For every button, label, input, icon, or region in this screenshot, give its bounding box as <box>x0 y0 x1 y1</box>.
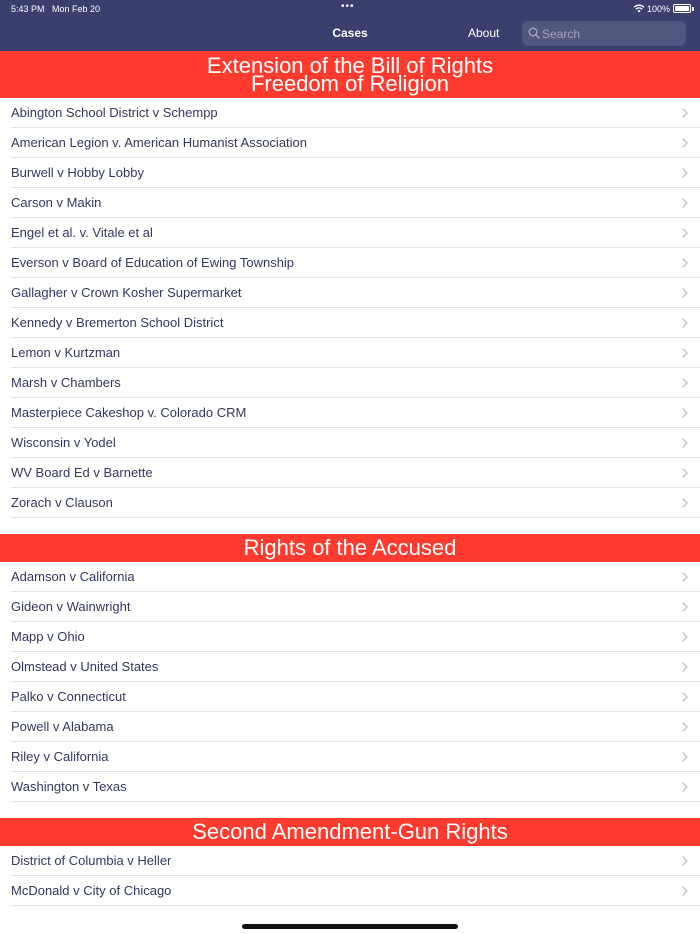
case-row[interactable] <box>11 248 700 278</box>
battery-percentage: 100% <box>647 4 671 14</box>
chevron-right-icon <box>681 317 689 329</box>
case-row[interactable] <box>11 682 700 712</box>
chevron-right-icon <box>681 661 689 673</box>
section-title: Extension of the Bill of Rights <box>206 53 494 78</box>
case-name: Masterpiece Cakeshop v. Colorado CRM <box>11 405 247 420</box>
status-date: Mon Feb 20 <box>52 4 101 14</box>
search-bar[interactable] <box>522 21 686 46</box>
status-time: 5:43 PM <box>11 4 45 14</box>
chevron-right-icon <box>681 197 689 209</box>
chevron-right-icon <box>681 855 689 867</box>
case-name: Kennedy v Bremerton School District <box>11 315 224 330</box>
chevron-right-icon <box>681 467 689 479</box>
case-row[interactable] <box>11 128 700 158</box>
case-row[interactable] <box>11 428 700 458</box>
chevron-right-icon <box>681 781 689 793</box>
section-header-rights-of-accused <box>0 534 700 562</box>
case-name: Gideon v Wainwright <box>11 599 131 614</box>
case-name: Gallagher v Crown Kosher Supermarket <box>11 285 242 300</box>
search-input[interactable] <box>542 24 680 43</box>
chevron-right-icon <box>681 691 689 703</box>
chevron-right-icon <box>681 601 689 613</box>
section-title: Second Amendment-Gun Rights <box>192 819 508 844</box>
case-row[interactable] <box>11 98 700 128</box>
chevron-right-icon <box>681 257 689 269</box>
case-name: Powell v Alabama <box>11 719 114 734</box>
chevron-right-icon <box>681 137 689 149</box>
case-name: Lemon v Kurtzman <box>11 345 121 360</box>
case-row[interactable] <box>11 592 700 622</box>
case-name: McDonald v City of Chicago <box>11 883 172 898</box>
chevron-right-icon <box>681 751 689 763</box>
chevron-right-icon <box>681 497 689 509</box>
case-row[interactable] <box>11 652 700 682</box>
case-name: American Legion v. American Humanist Association <box>11 135 308 150</box>
case-row[interactable] <box>11 158 700 188</box>
case-list-freedom-of-religion <box>0 98 700 518</box>
case-name: Zorach v Clauson <box>11 495 113 510</box>
chevron-right-icon <box>681 377 689 389</box>
home-indicator[interactable] <box>242 924 458 929</box>
section-header-gun-rights <box>0 818 700 846</box>
about-button[interactable]: About <box>468 26 500 40</box>
case-name: Burwell v Hobby Lobby <box>11 165 144 180</box>
case-row[interactable] <box>11 846 700 876</box>
case-name: District of Columbia v Heller <box>11 853 172 868</box>
case-name: Palko v Connecticut <box>11 689 126 704</box>
search-icon <box>528 27 540 39</box>
case-row[interactable] <box>11 278 700 308</box>
case-name: Washington v Texas <box>11 779 127 794</box>
chevron-right-icon <box>681 571 689 583</box>
chevron-right-icon <box>681 721 689 733</box>
case-list-gun-rights <box>0 846 700 906</box>
case-row[interactable] <box>11 308 700 338</box>
case-name: WV Board Ed v Barnette <box>11 465 153 480</box>
chevron-right-icon <box>681 631 689 643</box>
page-title: Cases <box>332 26 368 40</box>
case-name: Engel et al. v. Vitale et al <box>11 225 153 240</box>
case-row[interactable] <box>11 488 700 518</box>
case-row[interactable] <box>11 772 700 802</box>
case-row[interactable] <box>11 218 700 248</box>
case-name: Olmstead v United States <box>11 659 159 674</box>
case-list-rights-of-accused <box>0 562 700 802</box>
chevron-right-icon <box>681 885 689 897</box>
section-subtitle: Freedom of Religion <box>250 71 450 96</box>
chevron-right-icon <box>681 437 689 449</box>
chevron-right-icon <box>681 107 689 119</box>
multitasking-dots[interactable]: ••• <box>341 1 355 12</box>
chevron-right-icon <box>681 167 689 179</box>
battery-cap <box>692 7 694 11</box>
case-row[interactable] <box>11 712 700 742</box>
case-name: Adamson v California <box>11 569 135 584</box>
case-name: Wisconsin v Yodel <box>11 435 116 450</box>
chevron-right-icon <box>681 227 689 239</box>
case-row[interactable] <box>11 742 700 772</box>
navigation-bar <box>0 0 700 51</box>
case-row[interactable] <box>11 458 700 488</box>
case-row[interactable] <box>11 338 700 368</box>
section-title: Rights of the Accused <box>243 535 457 560</box>
case-name: Riley v California <box>11 749 109 764</box>
case-name: Carson v Makin <box>11 195 102 210</box>
case-row[interactable] <box>11 562 700 592</box>
case-row[interactable] <box>11 398 700 428</box>
case-name: Everson v Board of Education of Ewing Township <box>11 255 295 270</box>
wifi-icon <box>633 4 645 13</box>
case-row[interactable] <box>11 622 700 652</box>
case-name: Mapp v Ohio <box>11 629 85 644</box>
section-header-bill-of-rights <box>0 51 700 98</box>
chevron-right-icon <box>681 287 689 299</box>
case-row[interactable] <box>11 876 700 906</box>
chevron-right-icon <box>681 407 689 419</box>
battery-icon <box>673 4 691 13</box>
case-name: Abington School District v Schempp <box>11 105 218 120</box>
case-row[interactable] <box>11 188 700 218</box>
case-row[interactable] <box>11 368 700 398</box>
case-name: Marsh v Chambers <box>11 375 121 390</box>
chevron-right-icon <box>681 347 689 359</box>
